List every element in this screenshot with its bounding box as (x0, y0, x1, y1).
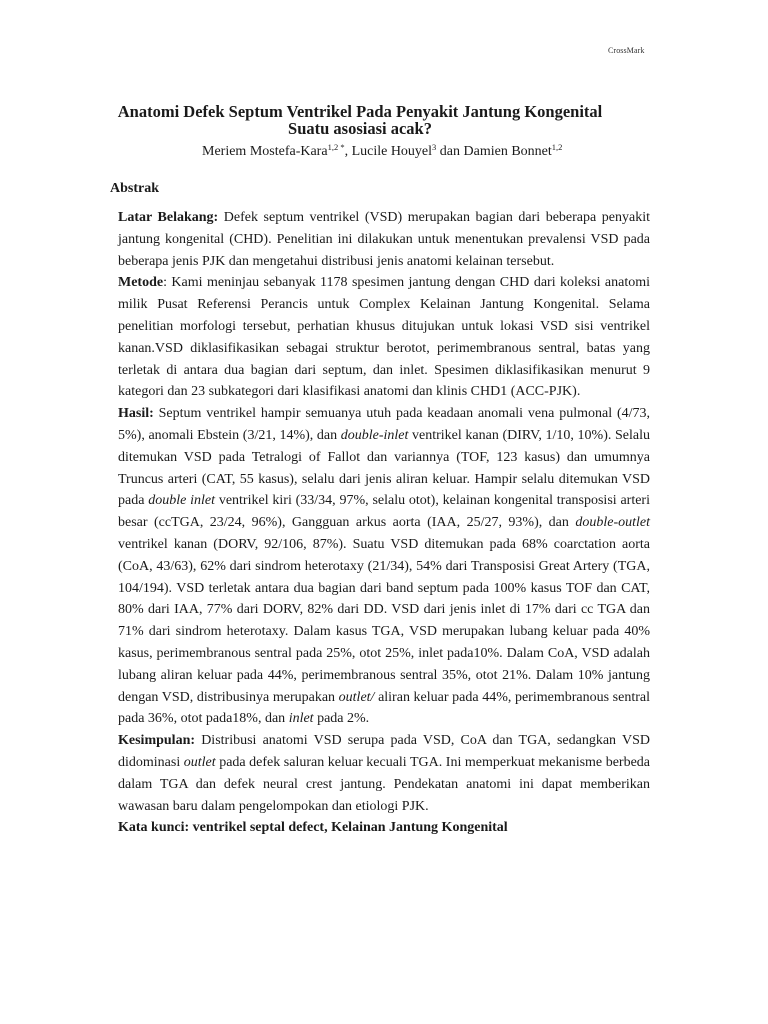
italic-term: double-inlet (340, 427, 409, 443)
section-label: Metode (118, 275, 164, 291)
section-text: ventrikel kanan (DIRV, 1/10, 10%). Selalu ditemukan VSD pada Tetralogi of Fallot dan variannya (TOF, 123 kasus) dan umumnya Truncus arteri (CAT, 55 kasus), selalu dari jenis aliran keluar. Hampir selalu ditemukan VSD pada (118, 427, 650, 509)
abstract-heading: Abstrak (110, 181, 160, 196)
section-text: Septum ventrikel hampir semuanya utuh pada keadaan anomali vena pulmonal (4/73, 5%), anomali Ebstein (3/21, 14%), dan (118, 406, 650, 443)
section-label: Hasil: (118, 406, 154, 422)
italic-term: outlet (183, 754, 216, 770)
affiliation-mark: 3 (432, 142, 437, 152)
abstract-body (118, 207, 650, 839)
section-text: ventrikel kanan (DORV, 92/106, 87%). Suatu VSD ditemukan pada 68% coarctation aorta (CoA, 43/63), 62% dari sindrom heterotaxy (21/34), 54% dari Transposisi Great Artery (TGA, 104/194). VSD terletak antara dua bagian dari band septum pada 100% kasus TOF dan CAT, 80% dari IAA, 77% dari DORV, 82% dari DD. VSD dari jenis inlet di 17% dari cc TGA dan 71% dari sindrom heterotaxy. Dalam kasus TGA, VSD merupakan lubang keluar pada 40% kasus, perimembranous sentral pada 25%, otot 25%, inlet pada10%. Dalam CoA, VSD adalah lubang aliran keluar pada 44%, perimembranous sentral 35%, otot 21%. Dalam 10% jantung dengan VSD, distribusinya merupakan (118, 536, 650, 705)
italic-term: outlet/ (338, 689, 375, 705)
section-text: ventrikel kiri (33/34, 97%, selalu otot), kelainan kongenital transposisi arteri besar (ccTGA, 23/24, 96%), Gangguan arkus aorta (IAA, 25/27, 93%), dan (118, 493, 650, 531)
section-text: Distribusi anatomi VSD serupa pada VSD, CoA dan TGA, sedangkan VSD didominasi (118, 733, 650, 770)
abstract-methods (118, 272, 650, 403)
italic-term: double inlet (148, 493, 216, 509)
author-name: Meriem Mostefa-Kara (202, 144, 328, 159)
section-text: : Kami meninjau sebanyak 1178 spesimen jantung dengan CHD dari koleksi anatomi milik Pusat Referensi Perancis untuk Complex Kelainan Jantung Kongenital. Selama penelitian morfologi tersebut, perhatian khusus ditujukan untuk lokasi VSD sisi ventrikel kanan.VSD diklasifikasikan sebagai struktur berotot, perimembranous sentral, batas yang terletak di antara dua bagian dari septum, dan inlet. Spesimen diklasifikasikan menurut 9 kategori dan 23 subkategori dari klasifikasi anatomi dan klinis CHD1 (ACC-PJK). (118, 275, 650, 400)
abstract-results (118, 403, 650, 730)
section-text: aliran keluar pada 44%, perimembranous sentral pada 36%, otot pada18%, dan (118, 689, 650, 727)
author-name: , Lucile Houyel (344, 144, 433, 159)
italic-term: inlet (288, 711, 314, 727)
abstract-background (118, 207, 650, 272)
italic-term: double-outlet (575, 515, 650, 531)
affiliation-mark: 1,2 (551, 142, 563, 152)
section-text: pada 2%. (313, 711, 370, 727)
paper-title: Anatomi Defek Septum Ventrikel Pada Penyakit Jantung Kongenital Suatu asosiasi acak? (117, 102, 603, 138)
keywords: Kata kunci: ventrikel septal defect, Kelainan Jantung Kongenital (118, 820, 508, 836)
section-label: Kesimpulan: (118, 733, 196, 749)
author-list (202, 144, 632, 160)
abstract-conclusion (118, 730, 650, 817)
section-text: Defek septum ventrikel (VSD) merupakan bagian dari beberapa penyakit jantung kongenital (CHD). Penelitian ini dilakukan untuk menentukan prevalensi VSD pada beberapa jenis PJK dan mengetahui distribusi jenis anatomi kelainan tersebut. (118, 210, 650, 269)
section-label: Latar Belakang: (118, 210, 219, 225)
author-name: dan Damien Bonnet (436, 144, 552, 159)
section-text: pada defek saluran keluar kecuali TGA. Ini memperkuat mekanisme berbeda dalam TGA dan defek neural crest jantung. Pendekatan anatomi ini dapat memberikan wawasan baru dalam pengelompokan dan etiologi PJK. (118, 754, 650, 814)
crossmark-logo[interactable]: CrossMark (608, 46, 645, 55)
affiliation-mark: 1,2 * (327, 142, 345, 152)
